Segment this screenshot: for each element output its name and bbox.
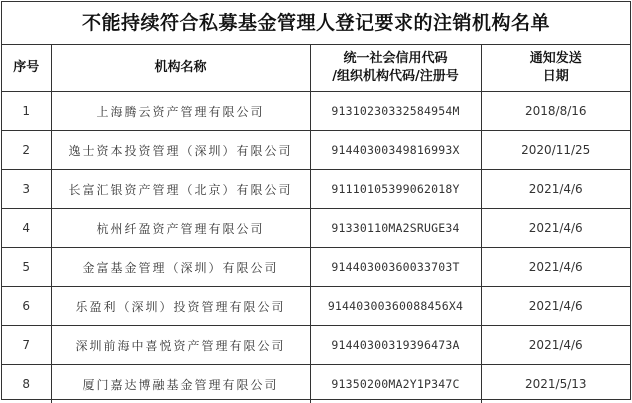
- header-name: 机构名称: [51, 45, 310, 92]
- cell-seq: 4: [2, 209, 51, 248]
- cell-name: 上海腾云资产管理有限公司: [51, 92, 310, 131]
- cell-date: 2020/11/25: [481, 131, 630, 170]
- cell-code: 91440300360033703T: [310, 248, 481, 287]
- deregistered-institutions-table: [2, 45, 630, 403]
- header-code-line1: 统一社会信用代码: [311, 50, 481, 68]
- cell-seq: 2: [2, 131, 51, 170]
- cell-seq: 5: [2, 248, 51, 287]
- cell-code: 91350200MA2Y1P347C: [310, 365, 481, 403]
- cell-name: 乐盈利（深圳）投资管理有限公司: [51, 287, 310, 326]
- cell-date: 2021/4/6: [481, 326, 630, 365]
- table-row: [2, 131, 630, 170]
- cell-name: 杭州纤盈资产管理有限公司: [51, 209, 310, 248]
- cell-name: 逸士资本投资管理（深圳）有限公司: [51, 131, 310, 170]
- header-date-line2: 日期: [482, 68, 631, 86]
- cell-code: 91440300360088456X4: [310, 287, 481, 326]
- table-header-row: [2, 45, 630, 92]
- cell-date: 2021/4/6: [481, 287, 630, 326]
- cell-seq: 6: [2, 287, 51, 326]
- cell-code: 91330110MA2SRUGE34: [310, 209, 481, 248]
- cell-seq: 3: [2, 170, 51, 209]
- cell-code: 91440300319396473A: [310, 326, 481, 365]
- cell-date: 2018/8/16: [481, 92, 630, 131]
- cell-seq: 7: [2, 326, 51, 365]
- cell-code: 91440300349816993X: [310, 131, 481, 170]
- header-date-line1: 通知发送: [482, 50, 631, 68]
- cell-name: 长富汇银资产管理（北京）有限公司: [51, 170, 310, 209]
- header-code: [310, 45, 481, 92]
- cell-date: 2021/5/13: [481, 365, 630, 403]
- header-date: [481, 45, 630, 92]
- cell-code: 91310230332584954M: [310, 92, 481, 131]
- cell-date: 2021/4/6: [481, 209, 630, 248]
- document-title: 不能持续符合私募基金管理人登记要求的注销机构名单: [2, 2, 630, 45]
- table-row: [2, 248, 630, 287]
- cell-name: 深圳前海中喜悦资产管理有限公司: [51, 326, 310, 365]
- table-row: [2, 287, 630, 326]
- cell-seq: 8: [2, 365, 51, 403]
- table-row: [2, 170, 630, 209]
- table-row: [2, 92, 630, 131]
- document-frame: [1, 1, 631, 400]
- table-row: [2, 209, 630, 248]
- header-code-line2: /组织机构代码/注册号: [311, 68, 481, 86]
- header-seq: 序号: [2, 45, 51, 92]
- table-row: [2, 326, 630, 365]
- cell-date: 2021/4/6: [481, 170, 630, 209]
- cell-code: 91110105399062018Y: [310, 170, 481, 209]
- table-row: [2, 365, 630, 403]
- cell-date: 2021/4/6: [481, 248, 630, 287]
- cell-name: 厦门嘉达博融基金管理有限公司: [51, 365, 310, 403]
- cell-name: 金富基金管理（深圳）有限公司: [51, 248, 310, 287]
- cell-seq: 1: [2, 92, 51, 131]
